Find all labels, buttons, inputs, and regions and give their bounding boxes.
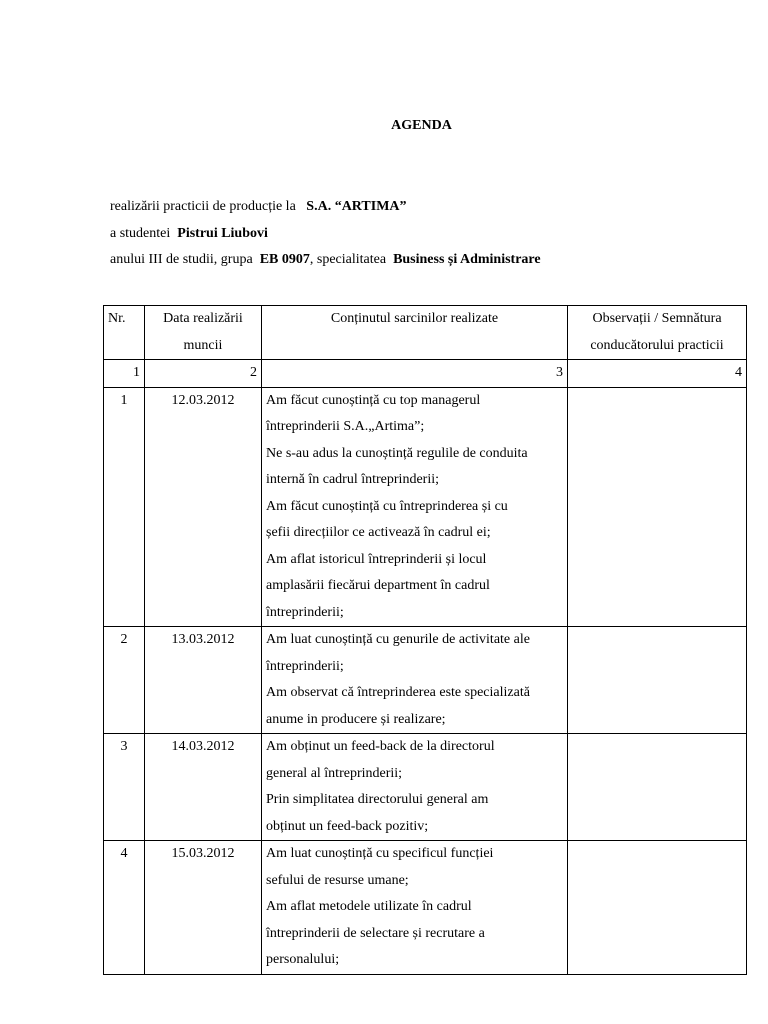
header-nr: Nr.	[104, 306, 145, 360]
agenda-table	[103, 305, 747, 975]
intro-practice-text: realizării practicii de producție la	[110, 199, 296, 214]
content-line: șefii direcțiilor ce activează în cadrul ei;	[266, 525, 491, 540]
content-line: general al întreprinderii;	[266, 765, 403, 781]
row-date: 15.03.2012	[145, 841, 262, 975]
header-date	[145, 306, 262, 360]
row-content	[262, 627, 568, 734]
intro-line-practice	[110, 199, 407, 215]
header-date-line1: Data realizării	[163, 311, 243, 326]
company-name: S.A. “ARTIMA”	[306, 199, 407, 214]
intro-group-text: anului III de studii, grupa	[110, 252, 253, 267]
row-observation	[568, 627, 747, 734]
content-line: întreprinderii de selectare și recrutare a	[266, 925, 485, 941]
specialty-name: Business și Administrare	[393, 252, 541, 267]
column-number-4: 4	[568, 360, 747, 388]
content-line: personalului;	[266, 952, 340, 967]
row-observation	[568, 734, 747, 841]
content-line: Prin simplitatea directorului general am	[266, 792, 489, 807]
table-header-row	[104, 306, 747, 360]
intro-spec-text: , specialitatea	[309, 252, 387, 267]
content-line: amplasării fiecărui department în cadrul	[266, 578, 490, 593]
row-content	[262, 841, 568, 975]
student-name: Pistrui Liubovi	[177, 226, 268, 241]
content-line: Am aflat metodele utilizate în cadrul	[266, 899, 472, 914]
content-line: Ne s-au adus la cunoștință regulile de conduita	[266, 445, 528, 461]
content-line: sefului de resurse umane;	[266, 872, 409, 888]
content-line: anume in producere și realizare;	[266, 711, 446, 727]
table-row	[104, 734, 747, 841]
content-line: Am făcut cunoștință cu întreprinderea și cu	[266, 498, 508, 514]
row-date: 14.03.2012	[145, 734, 262, 841]
content-line: Am observat că întreprinderea este specializată	[266, 685, 530, 700]
header-content: Conținutul sarcinilor realizate	[262, 306, 568, 360]
intro-line-student	[110, 226, 268, 242]
intro-line-group	[110, 252, 541, 268]
row-content	[262, 387, 568, 627]
column-number-2: 2	[145, 360, 262, 388]
row-observation	[568, 841, 747, 975]
intro-student-text: a studentei	[110, 226, 171, 241]
header-obs-line1: Observații / Semnătura	[592, 311, 722, 326]
content-line: obținut un feed-back pozitiv;	[266, 818, 429, 834]
header-date-line2: muncii	[183, 337, 223, 353]
column-numbering-row	[104, 360, 747, 388]
content-line: întreprinderii;	[266, 604, 344, 620]
row-number: 1	[104, 387, 145, 627]
content-line: Am făcut cunoștință cu top managerul	[266, 392, 481, 408]
table-row	[104, 387, 747, 627]
content-line: întreprinderii;	[266, 658, 344, 674]
content-line: Am aflat istoricul întreprinderii și locul	[266, 551, 487, 567]
row-number: 4	[104, 841, 145, 975]
content-line: Am obținut un feed-back de la directorul	[266, 739, 495, 754]
content-line: Am luat cunoștință cu genurile de activitate ale	[266, 632, 530, 647]
row-date: 12.03.2012	[145, 387, 262, 627]
column-number-3: 3	[262, 360, 568, 388]
row-date: 13.03.2012	[145, 627, 262, 734]
table-row	[104, 627, 747, 734]
content-line: întreprinderii S.A.„Artima”;	[266, 419, 425, 434]
content-line: Am luat cunoștință cu specificul funcției	[266, 846, 494, 861]
document-title: AGENDA	[391, 118, 452, 133]
row-content	[262, 734, 568, 841]
row-number: 2	[104, 627, 145, 734]
column-number-1: 1	[104, 360, 145, 388]
content-line: internă în cadrul întreprinderii;	[266, 472, 439, 487]
header-observations	[568, 306, 747, 360]
table-row	[104, 841, 747, 975]
row-observation	[568, 387, 747, 627]
header-obs-line2: conducătorului practicii	[590, 337, 724, 353]
row-number: 3	[104, 734, 145, 841]
group-code: EB 0907	[259, 252, 310, 267]
